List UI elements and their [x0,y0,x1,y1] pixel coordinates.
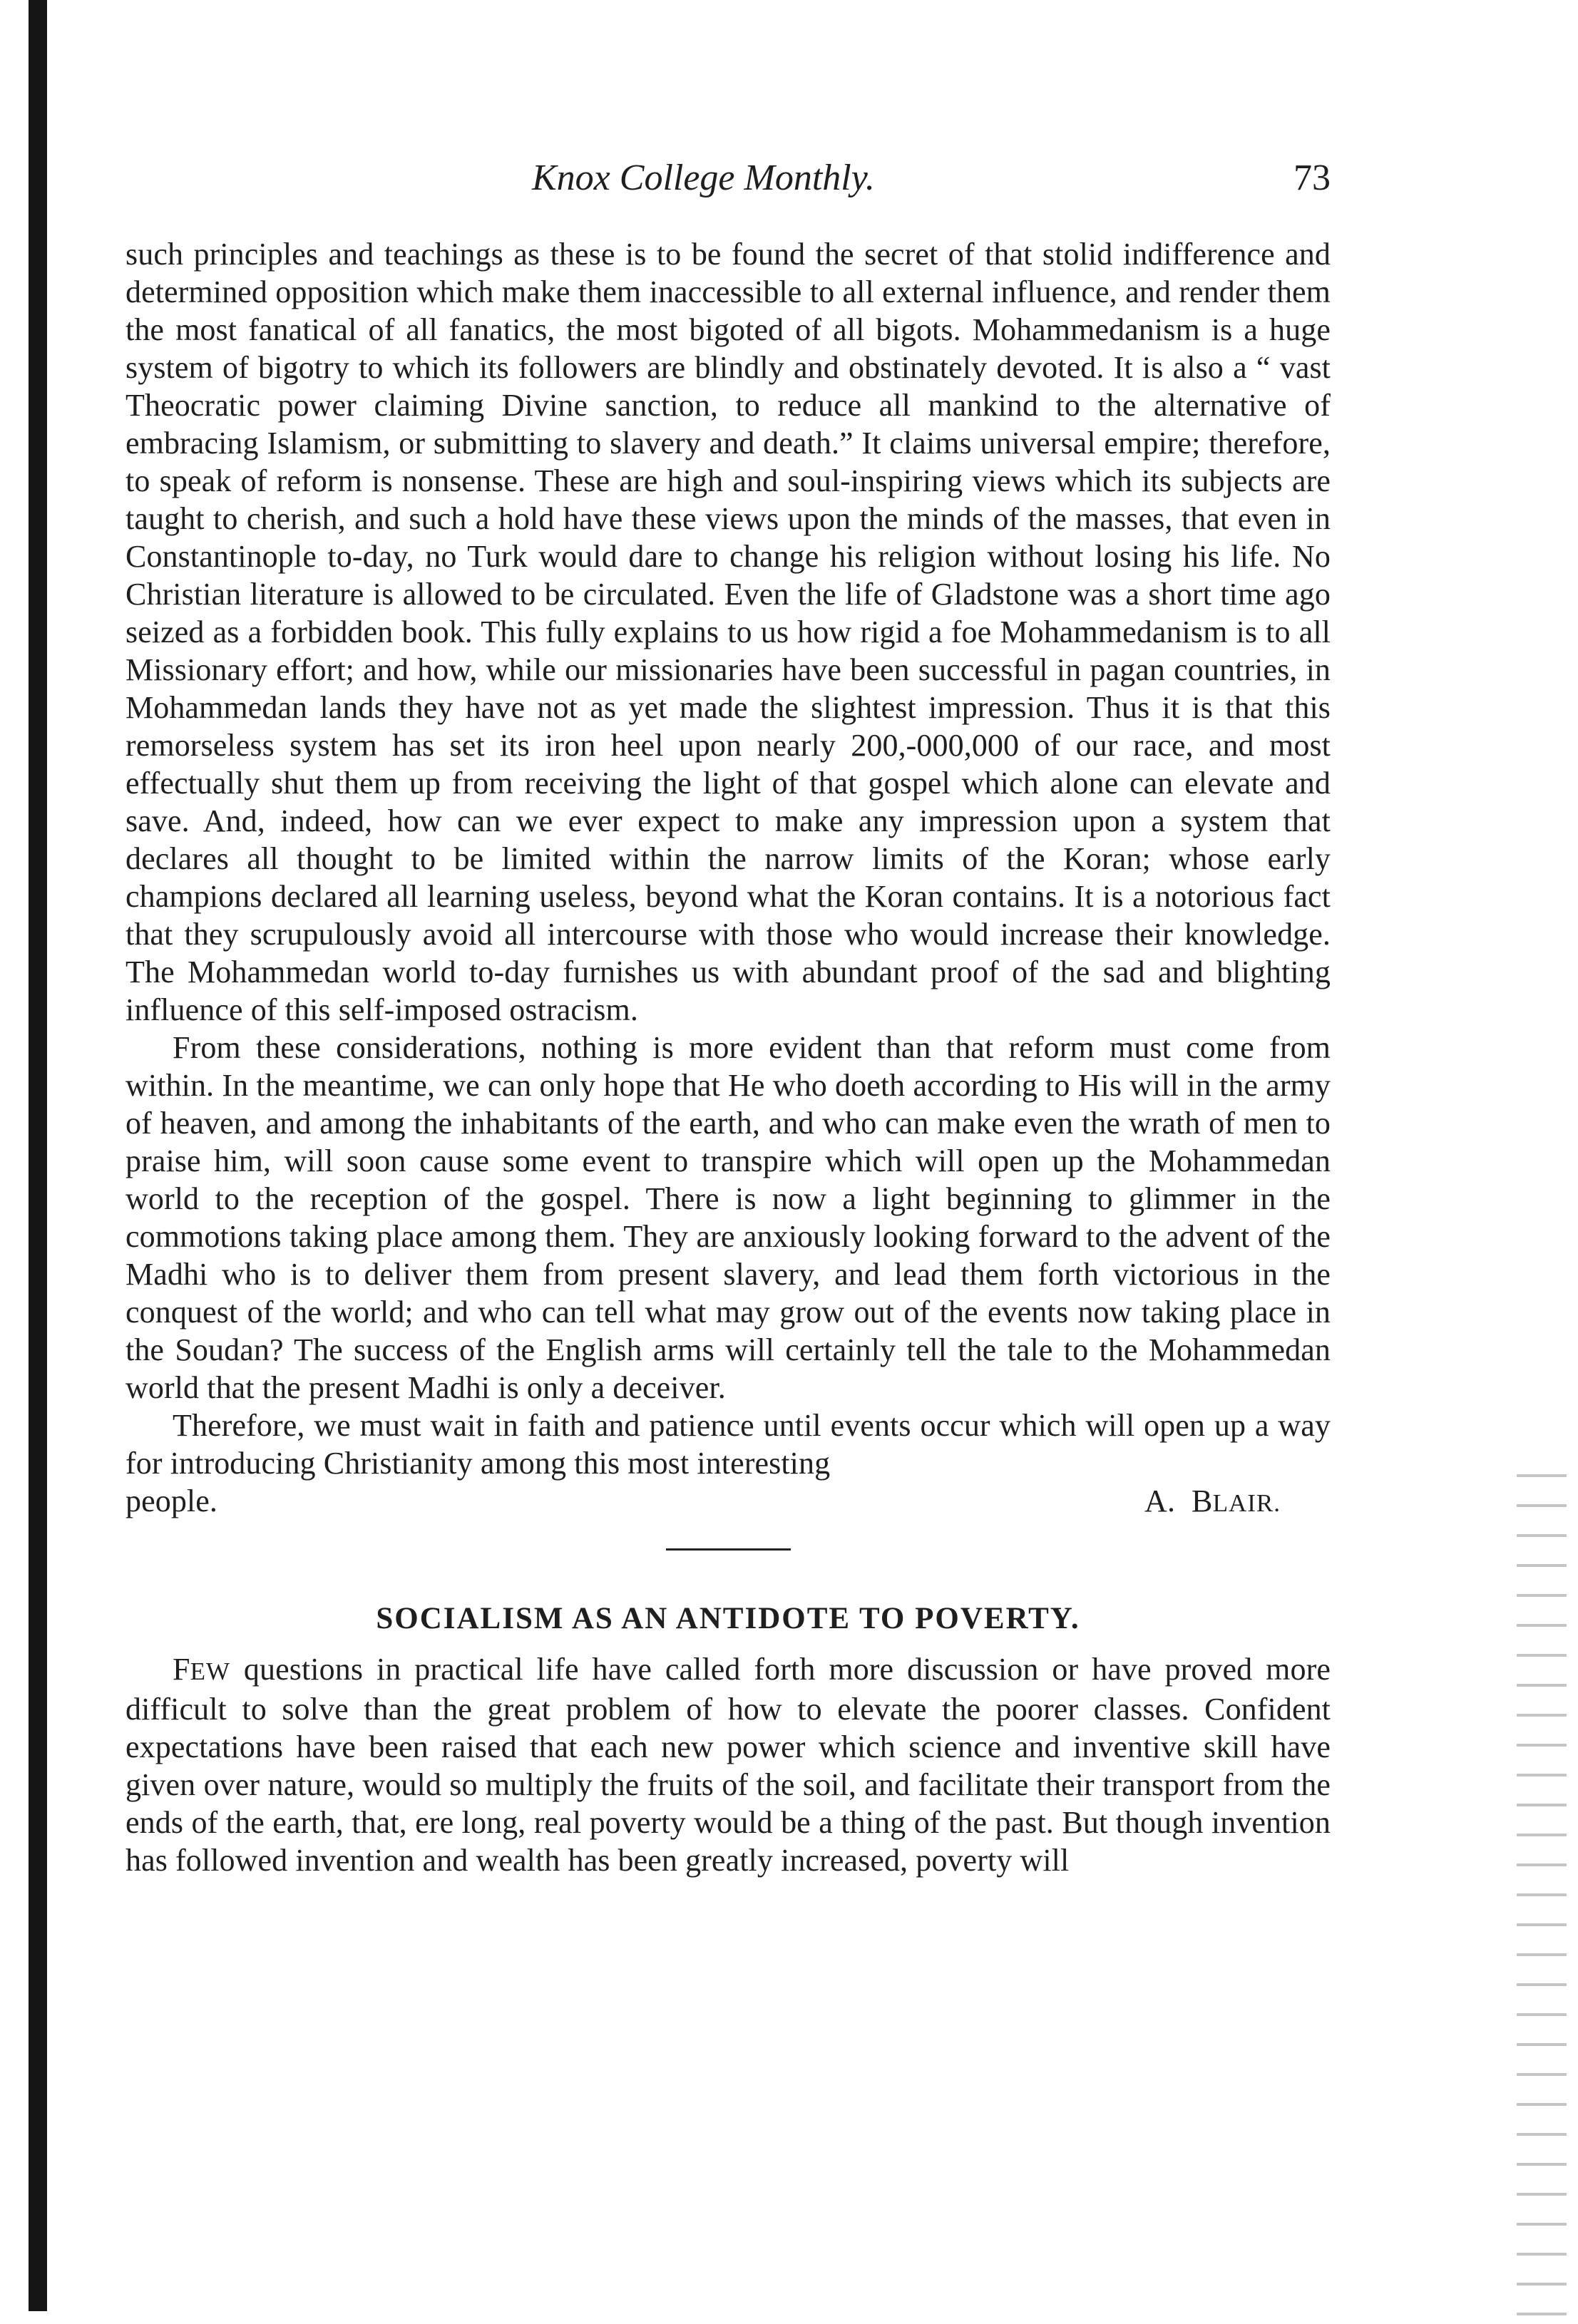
running-title: Knox College Monthly. [532,158,875,198]
running-head [125,157,1331,207]
article-paragraph-3: Therefore, we must wait in faith and patience until events occur which will open up a way for introducing Christianity among this most interesting [125,1408,1331,1481]
signature-first-letter: B [1191,1484,1213,1518]
signoff-line [125,1482,1331,1522]
article2-paragraph-1 [125,1650,1331,1879]
page-edge-marks [1517,1447,1567,2324]
page-body [125,235,1331,1879]
author-signature [1144,1482,1281,1522]
article-heading: SOCIALISM AS AN ANTIDOTE TO POVERTY. [376,1602,1080,1635]
section-divider [666,1548,791,1551]
article2-paragraph-text: questions in practical life have called forth more discussion or have proved more difficult to solve than the great problem of how to elevate the poorer classes. Confident expectations have been raised that each new power which science and inventive skill have given over nature, would so multiply the fruits of the soil, and facilitate their transport from the ends of the earth, that, ere long, real poverty would be a thing of the past. But though invention has followed invention and wealth has been greatly increased, poverty will [125,1652,1331,1878]
closing-word: people. [125,1484,217,1518]
book-spine-shadow [29,0,47,2311]
signature-rest: LAIR. [1212,1489,1281,1517]
page-number: 73 [1293,158,1331,198]
signature-initial: A. [1144,1484,1176,1518]
opening-small-caps: EW [190,1657,230,1685]
opening-capital: F [173,1652,190,1687]
article-paragraph-1: such principles and teachings as these is to be found the secret of that stolid indifference and determined opposition which make them inaccessible to all external influence, and render them the most fanatical of all fanatics, the most bigoted of all bigots. Mohammedanism is a huge system of bigotry to which its followers are blindly and obstinately devoted. It is also a “ vast Theocratic power claiming Divine sanction, to reduce all mankind to the alternative of embracing Islamism, or submitting to slavery and death.” It claims universal empire; therefore, to speak of reform is nonsense. These are high and soul-inspiring views which its subjects are taught to cherish, and such a hold have these views upon the minds of the masses, that even in Constantinople to-day, no Turk would dare to change his religion without losing his life. No Christian literature is allowed to be circulated. Even the life of Gladstone was a short time ago seized as a forbidden book. This fully explains to us how rigid a foe Mohammedanism is to all Missionary effort; and how, while our missionaries have been successful in pagan countries, in Mohammedan lands they have not as yet made the slightest impression. Thus it is that this remorseless system has set its iron heel upon nearly 200,-000,000 of our race, and most effectually shut them up from receiving the light of that gospel which alone can elevate and save. And, indeed, how can we ever expect to make any impression upon a system that declares all thought to be limited within the narrow limits of the Koran; whose early champions declared all learning useless, beyond what the Koran contains. It is a notorious fact that they scrupulously avoid all intercourse with those who would increase their knowledge. The Mohammedan world to-day furnishes us with abundant proof of the sad and blighting influence of this self-imposed ostracism. [125,237,1331,1027]
article-paragraph-2: From these considerations, nothing is more evident than that reform must come from within. In the meantime, we can only hope that He who doeth according to His will in the army of heaven, and among the inhabitants of the earth, and who can make even the wrath of men to praise him, will soon cause some event to transpire which will open up the Mohammedan world to the reception of the gospel. There is now a light beginning to glimmer in the commotions taking place among them. They are anxiously looking forward to the advent of the Madhi who is to deliver them from present slavery, and lead them forth victorious in the conquest of the world; and who can tell what may grow out of the events now taking place in the Soudan? The success of the English arms will certainly tell the tale to the Mohammedan world that the present Madhi is only a deceiver. [125,1030,1331,1405]
